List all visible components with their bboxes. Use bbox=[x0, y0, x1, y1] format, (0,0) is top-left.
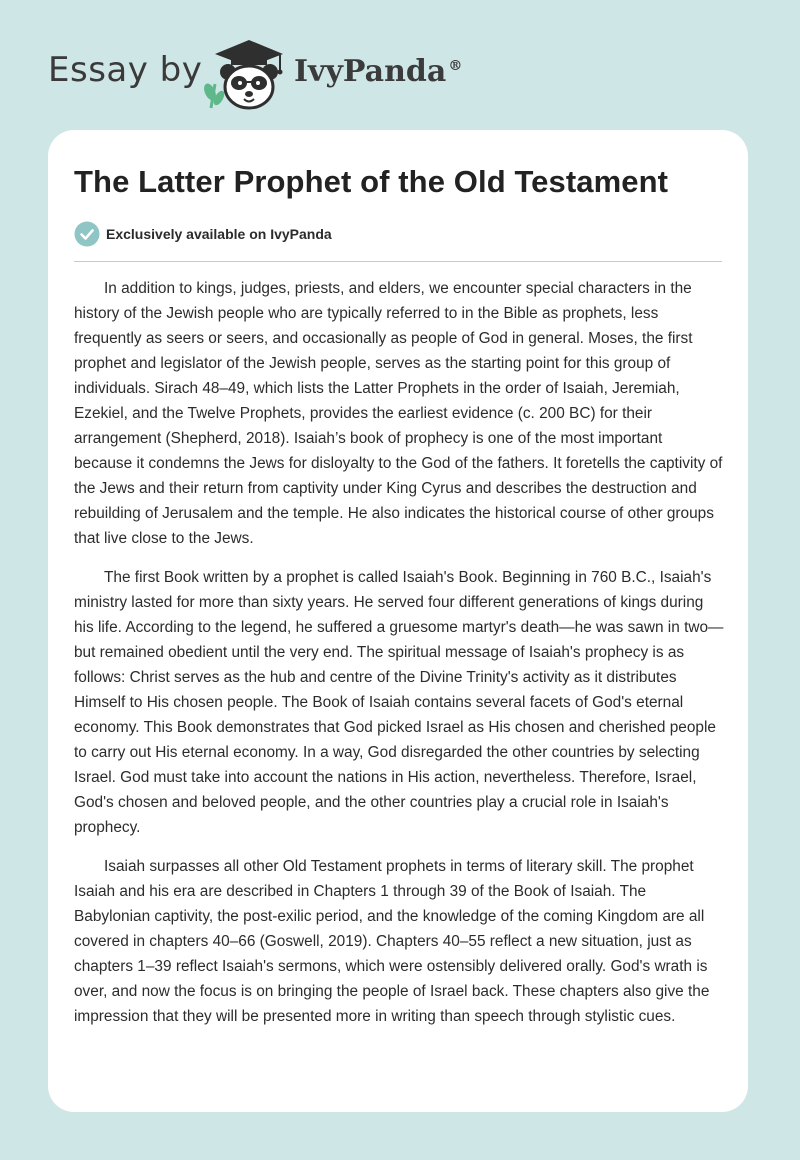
brand-header bbox=[48, 38, 468, 110]
check-circle-icon bbox=[74, 221, 100, 247]
brand-prefix: Essay by bbox=[48, 50, 203, 90]
essay-body bbox=[74, 276, 724, 1043]
paragraph-3: Isaiah surpasses all other Old Testament prophets in terms of literary skill. The prophet Isaiah and his era are described in Chapters 1 through 39 of the Book of Isaiah. The Babylonian captivity, the post-exilic period, and the knowledge of the coming Kingdom are all covered in chapters 40–66 (Goswell, 2019). Chapters 40–55 reflect a new situation, just as chapters 1–39 reflect Isaiah's sermons, which were ostensibly delivered orally. God's wrath is over, and now the focus is on bringing the people of Israel back. These chapters also give the impression that they will be presented more in writing than speech through stylistic cues. bbox=[74, 858, 710, 1025]
essay-card bbox=[48, 130, 748, 1112]
brand-name-text: IvyPanda bbox=[294, 54, 447, 89]
divider bbox=[74, 261, 722, 262]
badge-text: Exclusively available on IvyPanda bbox=[106, 226, 332, 242]
paragraph-1: In addition to kings, judges, priests, and elders, we encounter special characters in the history of the Jewish people who are typically referred to in the Bible as prophets, less frequently as seers or seers, and occasionally as people of God in general. Moses, the first prophet and legislator of the Jewish people, serves as the starting point for this group of individuals. Sirach 48–49, which lists the Latter Prophets in the order of Isaiah, Jeremiah, Ezekiel, and the Twelve Prophets, provides the earliest evidence (c. 200 BC) for their arrangement (Shepherd, 2018). Isaiah’s book of prophecy is one of the most important because it condemns the Jews for disloyalty to the God of the fathers. It foretells the captivity of the Jews and their return from captivity under King Cyrus and describes the destruction and rebuilding of Jerusalem and the temple. He also indicates the historical course of other groups that live close to the Jews. bbox=[74, 280, 723, 547]
brand-name bbox=[294, 54, 462, 89]
panda-logo-icon bbox=[201, 38, 297, 110]
exclusive-badge bbox=[74, 221, 332, 247]
page-title: The Latter Prophet of the Old Testament bbox=[74, 164, 669, 199]
paragraph-2: The first Book written by a prophet is called Isaiah's Book. Beginning in 760 B.C., Isaiah's ministry lasted for more than sixty years. He served four different generations of kings during his life. According to the legend, he suffered a gruesome martyr's death—he was sawn in two—but remained obedient until the very end. The spiritual message of Isaiah's prophecy is as follows: Christ serves as the hub and centre of the Divine Trinity's activity as it distributes Himself to His chosen people. The Book of Isaiah contains several facets of God's eternal economy. This Book demonstrates that God picked Israel as His chosen and cherished people to carry out His eternal economy. In a way, God disregarded the other countries by selecting Israel. God must take into account the nations in His action, nevertheless. Therefore, Israel, God's chosen and beloved people, and the other countries play a crucial role in Isaiah's prophecy. bbox=[74, 569, 724, 836]
registered-mark: ® bbox=[448, 58, 463, 74]
